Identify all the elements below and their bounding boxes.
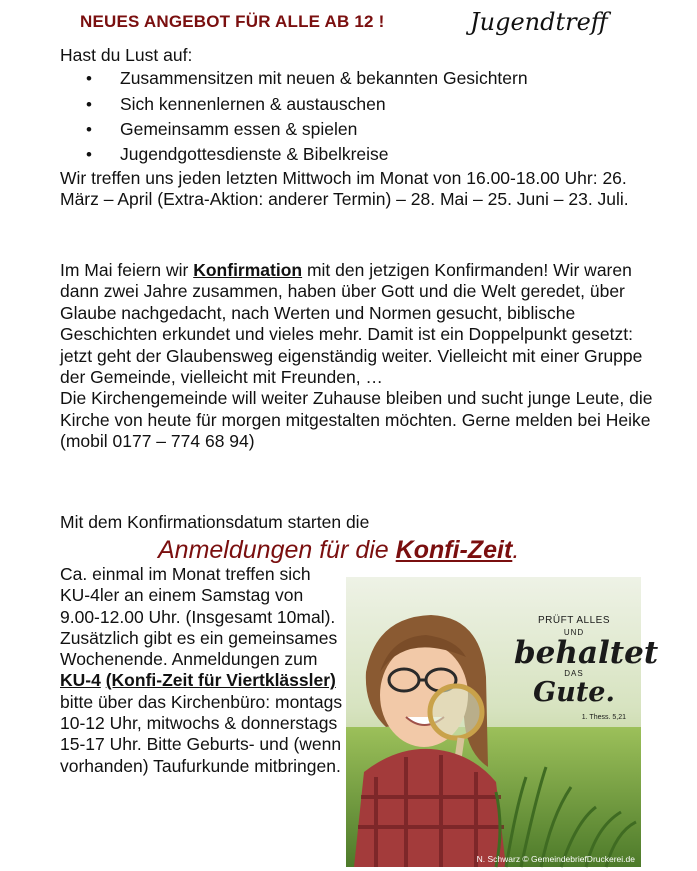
- photo-caption: N. Schwarz © GemeindebriefDruckerei.de: [476, 854, 635, 864]
- heading-prefix: Anmeldungen für die: [158, 536, 396, 564]
- quote-line-3: behaltet: [514, 635, 659, 671]
- konfirmation-prefix: Im Mai feiern wir: [60, 260, 194, 280]
- list-item: • Jugendgottesdienste & Bibelkreise: [60, 142, 660, 167]
- ku4-text-2: bitte über das Kirchenbüro: montags 10-12 Uhr, mitwochs & donnerstags 15-17 Uhr. Bitte Geburts- und (wenn vorhanden) Taufurkunde mitbringen.: [60, 691, 343, 776]
- konfi-start-line: Mit dem Konfirmationsdatum starten die: [60, 512, 370, 532]
- quote-line-5: Gute.: [533, 677, 615, 708]
- konfirmation-section: [60, 260, 660, 453]
- konfi-zeit-heading: [158, 536, 519, 565]
- invite-paragraph: Die Kirchengemeinde will weiter Zuhause bleiben und sucht junge Leute, die Kirche von heute für morgen mitgestalten möchten. Gerne melden bei Heike (mobil 0177 – 774 68 94): [60, 388, 653, 452]
- ku4-text-1: Ca. einmal im Monat treffen sich KU-4ler an einem Samstag von 9.00-12.00 Uhr. (Insgesamt 10mal). Zusätzlich gibt es ein gemeinsames Wochenende. Anmeldungen zum: [60, 564, 338, 670]
- list-item: • Zusammensitzen mit neuen & bekannten Gesichtern: [60, 66, 660, 91]
- konfi-zeit-details: [60, 564, 345, 777]
- offer-list: [60, 66, 660, 167]
- quote-reference: 1. Thess. 5,21: [581, 714, 626, 721]
- intro-section: [60, 45, 660, 210]
- ku4-label: KU-4: [60, 670, 101, 691]
- quote-line-2: UND: [563, 628, 585, 637]
- list-item: • Gemeinsamm essen & spielen: [60, 117, 660, 142]
- girl-magnifier-photo: [346, 577, 659, 867]
- konfirmation-keyword: Konfirmation: [193, 260, 303, 280]
- intro-lead: Hast du Lust auf:: [60, 45, 193, 65]
- quote-line-1: PRÜFT ALLES: [537, 615, 610, 626]
- bible-quote: [514, 615, 659, 721]
- konfirmation-text: mit den jetzigen Konfirmanden! Wir waren dann zwei Jahre zusammen, haben über Gott und die Welt geredet, über Glaube nachgedacht, nach Werten und Normen gesucht, biblische Geschichten erkundet und vieles mehr. Damit ist ein Doppelpunkt gesetzt: jetzt geht der Glaubensweg eigenständig weiter. Vielleicht mit einer Gruppe der Gemeinde, vielleicht mit Freunden, …: [60, 260, 643, 388]
- jugendtreff-title: Jugendtreff: [470, 8, 608, 36]
- list-item: • Sich kennenlernen & austauschen: [60, 92, 660, 117]
- meeting-dates: Wir treffen uns jeden letzten Mittwoch im Monat von 16.00-18.00 Uhr: 26. März – April (Extra-Aktion: anderer Termin) – 28. Mai – 25. Juni – 23. Juli.: [60, 167, 629, 209]
- konfirmation-paragraph: [60, 260, 660, 388]
- heading-strong: Konfi-Zeit: [395, 536, 513, 564]
- headline: NEUES ANGEBOT FÜR ALLE AB 12 !: [80, 12, 385, 31]
- heading-suffix: .: [512, 536, 520, 564]
- ku4-full-label: (Konfi-Zeit für Viertklässler): [105, 670, 336, 691]
- quote-line-4: DAS: [564, 669, 584, 678]
